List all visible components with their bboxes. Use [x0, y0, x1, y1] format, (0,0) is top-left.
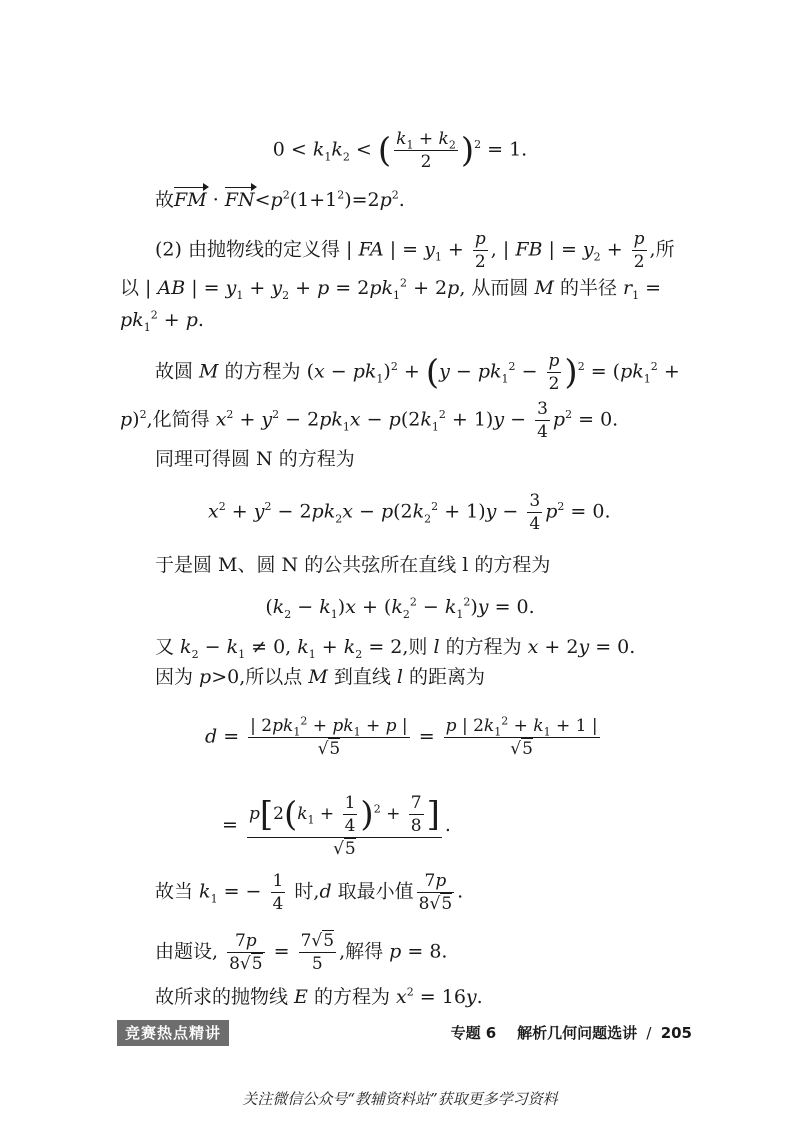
math-line-15: = $p[2(k_1$ + $\frac{1}{4}$ )$^2$ + $\frac{7}{8}$ ] √5 . — [222, 793, 451, 859]
math-line-2: 故FM · $FN<p^2(1+1^2)=2p^2$. — [155, 185, 725, 215]
text-line-7: p)$^2$,化简得 $x^2 + y^2 - 2pk_1x - p(2k_1^2 + 1)y$ − $\frac{3}{4}$ $p^2 = 0$. — [120, 399, 619, 442]
text-line-10: 于是圆 M、圆 N 的公共弦所在直线 l 的方程为 — [155, 554, 551, 576]
text-line-18: 故所求的抛物线 E 的方程为 $x^2 = 16y$. — [155, 985, 483, 1008]
text-line-16: 故当 $k_1$ = − $\frac{1}{4}$ 时,d 取最小值 $\frac{7p}{8√5}$ . — [155, 871, 464, 914]
running-footer — [410, 1020, 692, 1046]
text-line-8: 同理可得圆 N 的方程为 — [155, 448, 355, 470]
text-line-4: 以 | AB | = $y_1 + y_2 + p = 2pk_1^2 + 2p$, 从而圆 M 的半径 $r_1$ = — [120, 276, 662, 302]
text-line-12: 又 $k_2 - k_1 \ne 0$, $k_1 + k_2 = 2$,则 l 的方程为 x + 2y = 0. — [155, 636, 636, 661]
text-line-13: 因为 p>0,所以点 M 到直线 l 的距离为 — [155, 666, 485, 688]
separator: / — [646, 1024, 652, 1042]
text-line-3: (2) 由抛物线的定义得 | FA | = $y_1$ + $\frac{p}{2}$ , | FB | = $y_2$ + $\frac{p}{2}$ ,所 — [155, 229, 675, 272]
text-line-17: 由题设, $\frac{7p}{8√5}$ = $\frac{7√5}{5}$ ,解得 p = 8. — [155, 931, 448, 974]
series-badge: 竞赛热点精讲 — [117, 1020, 229, 1046]
text-line-5: $pk_1^2 + p$. — [120, 308, 204, 334]
math-line-11: $(k_2 - k_1)x + (k_2^2 - k_1^2)y = 0$. — [265, 595, 535, 621]
chapter-title: 解析几何问题选讲 — [517, 1024, 638, 1042]
math-line-9: $x^2 + y^2 - 2pk_2x - p(2k_2^2 + 1)y$ − $\frac{3}{4}$ $p^2 = 0$. — [208, 491, 611, 534]
math-line-1: $0 < k_1k_2$ < ( $\frac{k_1 + k_2}{2}$ )$^2$ = 1. — [272, 129, 528, 172]
page-number: 205 — [660, 1024, 692, 1042]
text-line-6: 故圆 M 的方程为 $(x - pk_1)^2 + (y - pk_1^2$ − $\frac{p}{2}$ )$^2 = (pk_1^2$ + — [155, 351, 680, 394]
chapter-label: 专题 6 — [450, 1024, 497, 1042]
watermark-text: 关注微信公众号“教辅资料站”获取更多学习资料 — [242, 1090, 558, 1108]
math-line-14: d = $\frac{| 2pk_1^2 + pk_1 + p |}{√5}$ = $\frac{p | 2k_1^2 + k_1 + 1 |}{√5}$ — [205, 714, 598, 759]
